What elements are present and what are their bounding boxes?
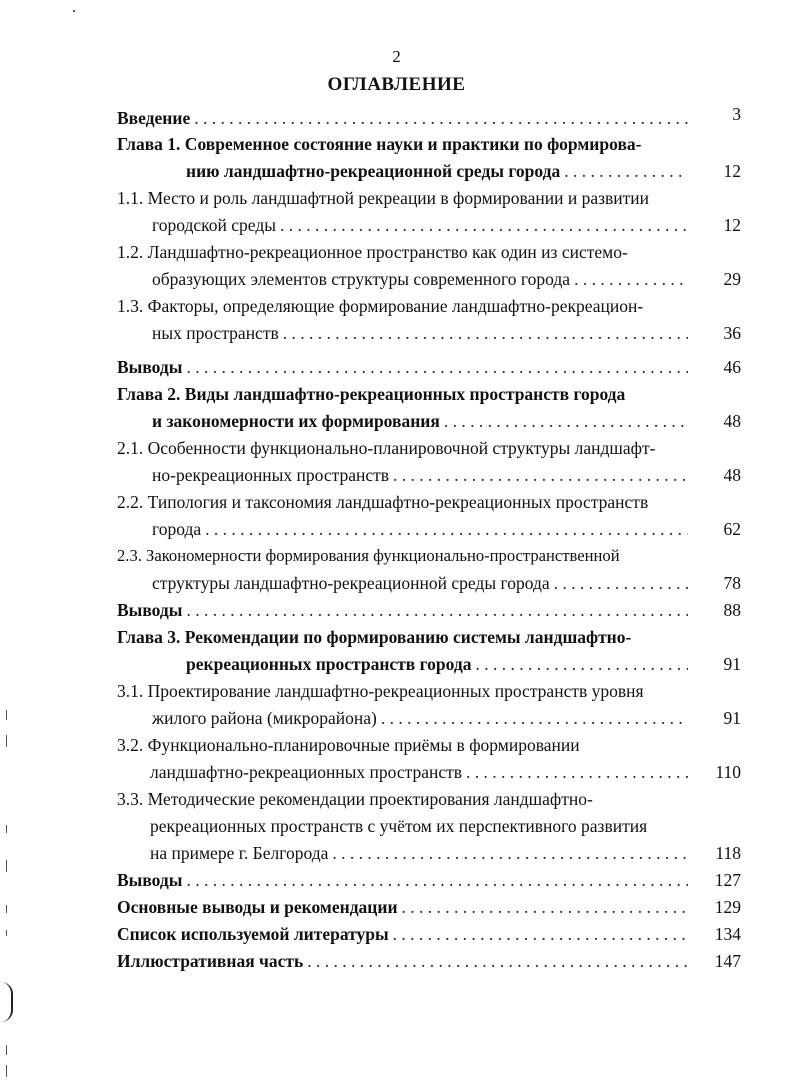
toc-entry-page: 12 bbox=[723, 161, 741, 181]
toc-entry-page: 46 bbox=[723, 357, 741, 377]
scan-margin-mark bbox=[6, 825, 7, 833]
toc-entry-conclusions-3[interactable] bbox=[117, 869, 692, 891]
toc-entry-label: рекреационных пространств города bbox=[186, 654, 472, 674]
toc-entry-2-2[interactable] bbox=[152, 518, 692, 540]
dot-leader bbox=[205, 518, 688, 540]
toc-entry-1-2[interactable] bbox=[152, 268, 692, 290]
toc-entry-page: 29 bbox=[723, 269, 741, 289]
toc-entry-3-2-line-1[interactable]: 3.2. Функционально-планировочные приёмы в формировании bbox=[117, 735, 580, 755]
toc-entry-page: 147 bbox=[714, 951, 741, 971]
dot-leader bbox=[307, 950, 688, 972]
toc-entry-conclusions-2[interactable] bbox=[117, 599, 692, 621]
scan-margin-mark bbox=[73, 10, 75, 12]
toc-entry-1-1[interactable] bbox=[152, 214, 692, 236]
toc-entry-3-1[interactable] bbox=[152, 707, 692, 729]
page-number: 2 bbox=[392, 47, 401, 66]
toc-entry-label: города bbox=[152, 519, 202, 539]
dot-leader bbox=[283, 322, 688, 344]
toc-entry-label: ландшафтно-рекреационных пространств bbox=[150, 762, 463, 782]
toc-entry-chapter-3[interactable] bbox=[186, 653, 692, 675]
dot-leader bbox=[475, 653, 688, 675]
toc-entry-introduction[interactable] bbox=[117, 107, 692, 129]
toc-entry-chapter-2[interactable] bbox=[152, 410, 692, 432]
dot-leader bbox=[564, 160, 688, 182]
toc-entry-label: но-рекреационных пространств bbox=[152, 465, 390, 485]
toc-entry-page: 91 bbox=[723, 708, 741, 728]
toc-entry-2-2-line-1[interactable]: 2.2. Типология и таксономия ландшафтно-рекреационных пространств bbox=[117, 492, 649, 512]
toc-entry-page: 129 bbox=[714, 897, 741, 917]
dot-leader bbox=[186, 356, 688, 378]
toc-entry-label: образующих элементов структуры современного города bbox=[152, 269, 571, 289]
scan-margin-mark bbox=[6, 710, 7, 720]
toc-entry-page: 12 bbox=[723, 215, 741, 235]
toc-entry-label: Выводы bbox=[117, 870, 183, 890]
toc-entry-label: Выводы bbox=[117, 600, 183, 620]
toc-entry-chapter-1[interactable] bbox=[186, 160, 692, 182]
toc-entry-3-1-line-1[interactable]: 3.1. Проектирование ландшафтно-рекреационных пространств уровня bbox=[117, 681, 644, 701]
toc-entry-conclusions-1[interactable] bbox=[117, 356, 692, 378]
dot-leader bbox=[186, 599, 688, 621]
toc-entry-page: 91 bbox=[723, 654, 741, 674]
toc-entry-chapter-3-line-1[interactable]: Глава 3. Рекомендации по формированию системы ландшафтно- bbox=[117, 627, 632, 647]
toc-entry-3-2[interactable] bbox=[150, 761, 692, 783]
dot-leader bbox=[393, 923, 688, 945]
dot-leader bbox=[194, 107, 688, 129]
toc-entry-label: Список используемой литературы bbox=[117, 924, 389, 944]
dot-leader bbox=[574, 268, 688, 290]
toc-entry-label: жилого района (микрорайона) bbox=[152, 708, 377, 728]
scan-margin-mark bbox=[6, 735, 7, 747]
toc-entry-label: городской среды bbox=[152, 215, 276, 235]
scan-margin-mark bbox=[6, 930, 7, 936]
toc-entry-label: Выводы bbox=[117, 357, 183, 377]
toc-entry-2-1[interactable] bbox=[152, 464, 692, 486]
dot-leader bbox=[554, 572, 688, 594]
toc-entry-page: 62 bbox=[723, 519, 741, 539]
dot-leader bbox=[280, 214, 688, 236]
scan-margin-mark bbox=[6, 1065, 7, 1077]
toc-entry-label: Иллюстративная часть bbox=[117, 951, 304, 971]
toc-entry-page: 48 bbox=[723, 411, 741, 431]
toc-entry-2-3[interactable] bbox=[152, 572, 692, 594]
toc-entry-page: 48 bbox=[723, 465, 741, 485]
toc-entry-2-1-line-1[interactable]: 2.1. Особенности функционально-планировочной структуры ландшафт- bbox=[117, 438, 656, 458]
toc-entry-label: Основные выводы и рекомендации bbox=[117, 897, 398, 917]
toc-entry-page: 134 bbox=[714, 924, 741, 944]
toc-entry-1-2-line-1[interactable]: 1.2. Ландшафтно-рекреационное пространство как один из системо- bbox=[117, 242, 628, 262]
toc-entry-illustrations[interactable] bbox=[117, 950, 692, 972]
toc-title: ОГЛАВЛЕНИЕ bbox=[327, 74, 466, 95]
scan-margin-mark bbox=[6, 1045, 7, 1055]
toc-entry-page: 3 bbox=[732, 104, 741, 124]
toc-entry-label: нию ландшафтно-рекреационной среды города bbox=[186, 161, 561, 181]
dot-leader bbox=[393, 464, 688, 486]
toc-entry-label: и закономерности их формирования bbox=[152, 411, 440, 431]
toc-entry-1-3[interactable] bbox=[152, 322, 692, 344]
toc-entry-label: ных пространств bbox=[152, 323, 279, 343]
dot-leader bbox=[466, 761, 688, 783]
dot-leader bbox=[381, 707, 688, 729]
toc-entry-3-3-line-2[interactable]: рекреационных пространств с учётом их перспективного развития bbox=[150, 816, 648, 836]
scan-bracket-mark bbox=[1, 982, 13, 1022]
toc-entry-1-1-line-1[interactable]: 1.1. Место и роль ландшафтной рекреации в формировании и развитии bbox=[117, 188, 650, 208]
toc-entry-label: на примере г. Белгорода bbox=[150, 843, 329, 863]
toc-entry-label: структуры ландшафтно-рекреационной среды города bbox=[152, 573, 550, 593]
toc-entry-chapter-1-line-1[interactable]: Глава 1. Современное состояние науки и практики по формирова- bbox=[117, 134, 642, 154]
dot-leader bbox=[402, 896, 688, 918]
toc-entry-1-3-line-1[interactable]: 1.3. Факторы, определяющие формирование ландшафтно-рекреацион- bbox=[117, 296, 644, 316]
scan-margin-mark bbox=[6, 905, 7, 913]
toc-entry-2-3-line-1[interactable]: 2.3. Закономерности формирования функционально-пространственной bbox=[117, 546, 620, 565]
toc-entry-page: 36 bbox=[723, 323, 741, 343]
toc-entry-page: 88 bbox=[723, 600, 741, 620]
toc-entry-page: 127 bbox=[714, 870, 741, 890]
toc-entry-references[interactable] bbox=[117, 923, 692, 945]
toc-entry-3-3-line-1[interactable]: 3.3. Методические рекомендации проектирования ландшафтно- bbox=[117, 789, 593, 809]
toc-entry-chapter-2-line-1[interactable]: Глава 2. Виды ландшафтно-рекреационных пространств города bbox=[117, 384, 626, 404]
toc-entry-page: 110 bbox=[715, 762, 741, 782]
dot-leader bbox=[186, 869, 688, 891]
dot-leader bbox=[444, 410, 688, 432]
toc-entry-label: Введение bbox=[117, 108, 191, 128]
scan-margin-mark bbox=[6, 860, 7, 872]
toc-entry-page: 78 bbox=[723, 573, 741, 593]
toc-entry-page: 118 bbox=[715, 843, 741, 863]
toc-entry-main-conclusions[interactable] bbox=[117, 896, 692, 918]
dot-leader bbox=[332, 842, 688, 864]
toc-entry-3-3[interactable] bbox=[150, 842, 692, 864]
